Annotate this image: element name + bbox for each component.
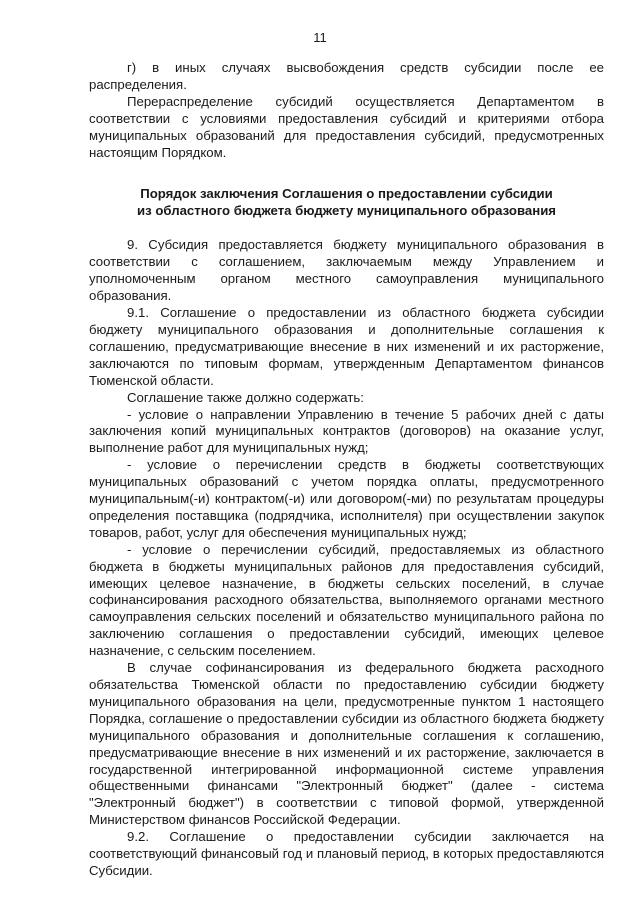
list-item-funds-transfer: - условие о перечислении средств в бюджеты соответствующих муниципальных образований с учетом порядка оплаты, предусмотренного муниципальным(-и) контрактом(-и) или договором(-ми) по результатам процедуры определения поставщика (подрядчика, исполнителя) при осуществлении закупок товаров, работ, услуг для обеспечения муниципальных нужд;	[89, 457, 604, 540]
paragraph-clause-9-2: 9.2. Соглашение о предоставлении субсидии заключается на соответствующий финансовый год и плановый период, в которых предоставляются Субсидии.	[89, 829, 604, 878]
paragraph-clause-9: 9. Субсидия предоставляется бюджету муниципального образования в соответствии с соглашением, заключаемым между Управлением и уполномоченным органом местного самоуправления муниципального образования.	[89, 237, 604, 304]
page-number: 11	[313, 30, 327, 45]
paragraph-federal-cofinancing: В случае софинансирования из федерального бюджета расходного обязательства Тюменской области по предоставлению субсидии бюджету муниципального образования на цели, предусмотренные пунктом 1 настоящего Порядка, соглашение о предоставлении субсидии из областного бюджета бюджету муниципального образования и дополнительные соглашения к соглашению, предусматривающие внесение в них изменений и их расторжение, заключается в государственной интегрированной информационной системе управления общественными финансами "Электронный бюджет" (далее - система "Электронный бюджет") в соответствии с типовой формой, утвержденной Министерством финансов Российской Федерации.	[89, 660, 604, 828]
section-heading-line-2: из областного бюджета бюджету муниципального образования	[137, 203, 556, 219]
section-heading	[89, 185, 604, 219]
list-item-rural-settlements: - условие о перечислении субсидий, предоставляемых из областного бюджета в бюджеты муниципальных районов для предоставления субсидий, имеющих целевое назначение, в бюджеты сельских поселений, в случае софинансирования расходного обязательства, выполняемого органами местного самоуправления сельских поселений и обязательство муниципального района по заключению соглашения о предоставлении субсидий, имеющих целевое назначение, с сельским поселением.	[89, 541, 604, 659]
section-heading-line-1: Порядок заключения Соглашения о предоставлении субсидии	[140, 186, 553, 202]
paragraph-subsidy-release: г) в иных случаях высвобождения средств субсидии после ее распределения.	[89, 60, 604, 92]
paragraph-clause-9-1: 9.1. Соглашение о предоставлении из областного бюджета субсидии бюджету муниципального образования и дополнительные соглашения к соглашению, предусматривающие внесение в них изменений и их расторжение, заключаются по типовым формам, утвержденным Департаментом финансов Тюменской области.	[89, 305, 604, 388]
document-body	[89, 60, 604, 880]
paragraph-redistribution: Перераспределение субсидий осуществляется Департаментом в соответствии с условиями предоставления субсидий и критериями отбора муниципальных образований для предоставления субсидий, предусмотренных настоящим Порядком.	[89, 93, 604, 160]
paragraph-agreement-contents: Соглашение также должно содержать:	[127, 389, 364, 405]
list-item-contract-copies: - условие о направлении Управлению в течение 5 рабочих дней с даты заключения копий муниципальных контрактов (договоров) на оказание услуг, выполнение работ для муниципальных нужд;	[89, 406, 604, 456]
